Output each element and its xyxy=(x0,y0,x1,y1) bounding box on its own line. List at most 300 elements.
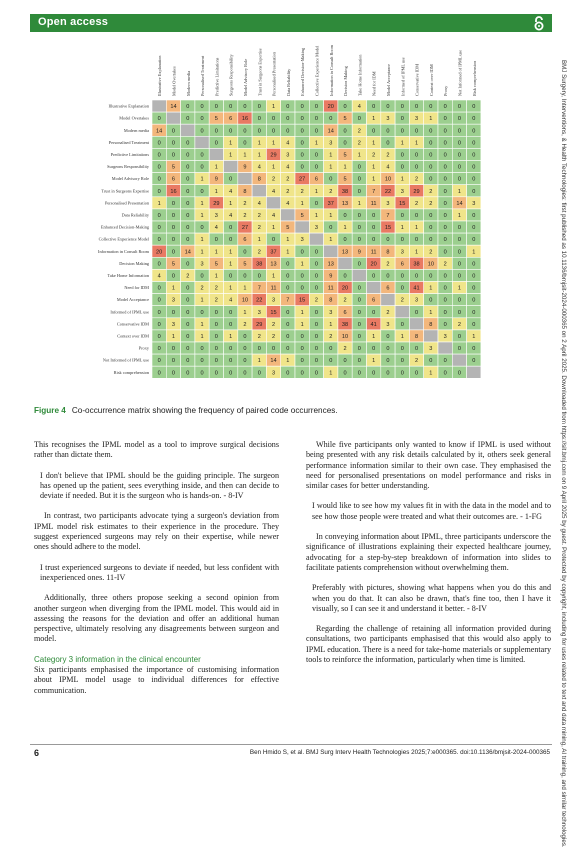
cell-value: 0 xyxy=(200,273,204,280)
cell-value: 0 xyxy=(414,309,419,316)
cell-value: 0 xyxy=(443,321,447,328)
cell-value: 1 xyxy=(271,225,276,232)
cell-value: 2 xyxy=(186,273,190,280)
participant-quote: I trust experienced surgeons to deviate if needed, but less confident with inexperienced ones. 11-IV xyxy=(40,562,279,582)
cell-value: 0 xyxy=(372,128,376,135)
cell-value: 0 xyxy=(171,249,176,256)
cell-value: 0 xyxy=(157,358,161,365)
cell-value: 0 xyxy=(186,333,190,340)
cell-value: 16 xyxy=(170,188,177,195)
cell-value: 0 xyxy=(157,176,161,183)
column-label: Model Advisory Role xyxy=(242,58,248,96)
cell-value: 0 xyxy=(186,261,190,268)
cell-value: 0 xyxy=(429,297,433,304)
cell-value: 0 xyxy=(171,237,176,244)
cell-value: 0 xyxy=(457,176,462,183)
cell-value: 0 xyxy=(400,237,404,244)
cell-value: 0 xyxy=(429,225,433,232)
cell-value: 0 xyxy=(386,237,390,244)
cell-value: 0 xyxy=(443,285,447,292)
cell-value: 0 xyxy=(214,128,218,135)
cell-value: 0 xyxy=(157,285,161,292)
cell-value: 2 xyxy=(271,321,276,328)
cell-value: 0 xyxy=(400,104,404,111)
cell-value: 1 xyxy=(314,188,319,195)
cell-value: 1 xyxy=(400,176,404,183)
cell-value: 0 xyxy=(414,346,419,353)
cell-value: 1 xyxy=(457,285,462,292)
cell-value: 13 xyxy=(270,261,277,268)
cell-value: 0 xyxy=(457,261,462,268)
cell-value: 2 xyxy=(429,200,433,207)
cell-value: 0 xyxy=(229,176,233,183)
cell-value: 2 xyxy=(400,297,404,304)
row-label: Informed of IPML use xyxy=(110,309,149,315)
cell-value: 0 xyxy=(343,358,347,365)
cell-value: 0 xyxy=(314,370,319,377)
cell-value: 27 xyxy=(299,176,306,183)
matrix-cell xyxy=(195,136,209,148)
cell-value: 0 xyxy=(443,309,447,316)
matrix-cell xyxy=(166,112,180,124)
cell-value: 0 xyxy=(314,333,319,340)
matrix-cell xyxy=(409,318,423,330)
cell-value: 0 xyxy=(443,104,447,111)
cell-value: 2 xyxy=(386,309,390,316)
cell-value: 1 xyxy=(286,237,290,244)
cell-value: 0 xyxy=(472,285,476,292)
cell-value: 0 xyxy=(443,116,447,123)
matrix-cell xyxy=(238,173,252,185)
cell-value: 0 xyxy=(472,261,476,268)
matrix-cell xyxy=(324,245,338,257)
cell-value: 2 xyxy=(343,346,347,353)
page-number: 6 xyxy=(34,748,40,758)
cell-value: 2 xyxy=(257,225,261,232)
cell-value: 1 xyxy=(300,200,304,207)
cell-value: 0 xyxy=(386,358,390,365)
cell-value: 0 xyxy=(200,358,204,365)
cooccurrence-matrix xyxy=(30,36,552,404)
cell-value: 6 xyxy=(372,297,376,304)
cell-value: 0 xyxy=(300,164,304,171)
cell-value: 0 xyxy=(457,237,462,244)
cell-value: 0 xyxy=(200,104,204,111)
column-label: Model Overtakes xyxy=(171,66,177,96)
cell-value: 0 xyxy=(357,346,361,353)
cell-value: 0 xyxy=(243,358,247,365)
cell-value: 1 xyxy=(400,333,404,340)
cell-value: 0 xyxy=(357,164,361,171)
cell-value: 1 xyxy=(286,358,290,365)
cell-value: 0 xyxy=(472,140,476,147)
cell-value: 8 xyxy=(386,249,390,256)
cell-value: 2 xyxy=(343,297,347,304)
cell-value: 3 xyxy=(314,225,319,232)
cell-value: 1 xyxy=(429,116,433,123)
journal-banner xyxy=(30,14,552,32)
cell-value: 14 xyxy=(270,358,277,365)
paragraph: Additionally, three others propose seeking a second opinion from another surgeon when diverging from the IPML model. This would aid in assessing the reasons for the deviation and offer an additional human perspective, ultimately resolving any disagreements between surgeon and model. xyxy=(34,593,279,644)
cell-value: 0 xyxy=(229,309,233,316)
column-label: Informed of IPML use xyxy=(400,57,406,96)
cell-value: 0 xyxy=(386,370,390,377)
cell-value: 0 xyxy=(243,249,247,256)
cell-value: 0 xyxy=(214,333,218,340)
cell-value: 0 xyxy=(443,200,447,207)
cell-value: 0 xyxy=(200,116,204,123)
cell-value: 0 xyxy=(186,188,190,195)
right-column xyxy=(306,440,551,675)
cell-value: 0 xyxy=(443,212,447,219)
column-label: Information in Consult Room xyxy=(328,45,334,96)
cell-value: 1 xyxy=(214,273,218,280)
cell-value: 1 xyxy=(200,237,204,244)
cell-value: 0 xyxy=(357,225,361,232)
row-label: Not Informed of IPML use xyxy=(102,357,149,363)
cell-value: 11 xyxy=(370,200,377,207)
cell-value: 7 xyxy=(257,285,261,292)
cell-value: 0 xyxy=(243,104,247,111)
cell-value: 6 xyxy=(400,261,404,268)
cell-value: 0 xyxy=(443,249,447,256)
column-label: Personalised Presentation xyxy=(271,51,277,96)
cell-value: 2 xyxy=(243,212,247,219)
footer-citation: Ben Hmido S, et al. BMJ Surg Interv Health Technologies 2025;7:e000365. doi:10.1136/bmjsit-2024-000365 xyxy=(249,749,550,756)
column-label: Risk comprehension xyxy=(471,60,477,96)
cell-value: 5 xyxy=(171,164,176,171)
paragraph: Six participants emphasised the importance of customising information about IPML model usage to individual differences for effective communication. xyxy=(34,665,279,695)
matrix-cell xyxy=(266,197,280,209)
cell-value: 0 xyxy=(400,370,404,377)
cell-value: 0 xyxy=(200,128,204,135)
column-label: Trust in Surgeons Expertise xyxy=(257,48,263,96)
cell-value: 4 xyxy=(229,188,233,195)
cell-value: 20 xyxy=(370,261,377,268)
left-column xyxy=(34,440,279,696)
row-label: Model Overtakes xyxy=(119,115,149,121)
cell-value: 0 xyxy=(429,358,433,365)
row-label: Surgeons Responsibility xyxy=(107,164,149,170)
cell-value: 0 xyxy=(429,128,433,135)
cell-value: 29 xyxy=(270,152,277,159)
matrix-cell xyxy=(252,185,266,197)
cell-value: 0 xyxy=(286,333,290,340)
open-access-icon xyxy=(532,15,546,31)
cell-value: 0 xyxy=(457,297,462,304)
cell-value: 0 xyxy=(400,285,404,292)
cell-value: 0 xyxy=(186,370,190,377)
cell-value: 2 xyxy=(214,297,218,304)
cell-value: 0 xyxy=(429,164,433,171)
cell-value: 0 xyxy=(472,321,476,328)
paragraph: This recognises the IPML model as a tool to improve surgical decisions rather than dictate them. xyxy=(34,440,279,460)
row-label: Model Acceptance xyxy=(116,297,149,303)
cell-value: 0 xyxy=(314,261,319,268)
cell-value: 3 xyxy=(329,140,333,147)
cell-value: 2 xyxy=(214,285,218,292)
matrix-cell xyxy=(424,330,438,342)
cell-value: 0 xyxy=(286,273,290,280)
row-label: Personalised Treatment xyxy=(108,139,149,145)
cell-value: 5 xyxy=(243,261,247,268)
cell-value: 0 xyxy=(171,128,176,135)
cell-value: 10 xyxy=(384,176,392,183)
cell-value: 4 xyxy=(257,164,261,171)
cell-value: 0 xyxy=(200,309,204,316)
cell-value: 0 xyxy=(314,200,319,207)
cell-value: 0 xyxy=(357,297,361,304)
cell-value: 3 xyxy=(386,200,390,207)
cell-value: 0 xyxy=(257,104,261,111)
cell-value: 0 xyxy=(314,285,319,292)
cell-value: 0 xyxy=(186,104,190,111)
cell-value: 2 xyxy=(286,188,290,195)
cell-value: 0 xyxy=(329,225,333,232)
cell-value: 3 xyxy=(472,200,476,207)
matrix-cell xyxy=(281,209,295,221)
cell-value: 0 xyxy=(157,309,161,316)
cell-value: 0 xyxy=(329,346,333,353)
cell-value: 0 xyxy=(343,212,347,219)
cell-value: 6 xyxy=(171,176,176,183)
cell-value: 37 xyxy=(270,249,277,256)
cell-value: 10 xyxy=(241,297,249,304)
cell-value: 5 xyxy=(171,261,176,268)
cell-value: 9 xyxy=(329,273,333,280)
cell-value: 0 xyxy=(372,237,376,244)
cell-value: 0 xyxy=(200,346,204,353)
cell-value: 14 xyxy=(170,104,177,111)
participant-quote: I don't believe that IPML should be the guiding principle. The surgeon has opened up the patient, sees everything inside, and then can decide to deviate if needed. But it is the surgeon who is hands-on. - 8-IV xyxy=(40,470,279,501)
cell-value: 0 xyxy=(200,225,204,232)
cell-value: 0 xyxy=(214,321,218,328)
cell-value: 1 xyxy=(229,261,233,268)
cell-value: 0 xyxy=(214,358,218,365)
cell-value: 0 xyxy=(243,370,247,377)
cell-value: 0 xyxy=(372,309,376,316)
cell-value: 6 xyxy=(229,116,233,123)
cell-value: 1 xyxy=(243,152,247,159)
cell-value: 0 xyxy=(386,104,390,111)
cell-value: 3 xyxy=(200,261,204,268)
cell-value: 0 xyxy=(472,164,476,171)
cell-value: 0 xyxy=(372,212,376,219)
cell-value: 0 xyxy=(186,225,190,232)
cell-value: 5 xyxy=(286,225,290,232)
cell-value: 0 xyxy=(157,370,161,377)
cell-value: 0 xyxy=(400,321,404,328)
cell-value: 0 xyxy=(243,140,247,147)
cell-value: 0 xyxy=(186,212,190,219)
cell-value: 0 xyxy=(157,152,161,159)
cell-value: 4 xyxy=(286,200,290,207)
cell-value: 0 xyxy=(157,333,161,340)
cell-value: 0 xyxy=(400,358,404,365)
cell-value: 0 xyxy=(171,370,176,377)
cell-value: 0 xyxy=(414,273,419,280)
cell-value: 2 xyxy=(372,152,376,159)
cell-value: 2 xyxy=(414,358,419,365)
cell-value: 0 xyxy=(429,104,433,111)
cell-value: 0 xyxy=(286,116,290,123)
cell-value: 0 xyxy=(414,164,419,171)
cell-value: 1 xyxy=(229,333,233,340)
cell-value: 0 xyxy=(229,104,233,111)
cell-value: 0 xyxy=(300,249,304,256)
cell-value: 0 xyxy=(372,104,376,111)
cell-value: 0 xyxy=(157,297,161,304)
cell-value: 1 xyxy=(257,358,261,365)
column-label: Context over IDM xyxy=(428,64,434,96)
cell-value: 3 xyxy=(414,116,419,123)
cell-value: 2 xyxy=(286,176,290,183)
cell-value: 0 xyxy=(157,225,161,232)
cell-value: 1 xyxy=(372,164,376,171)
cell-value: 0 xyxy=(386,273,390,280)
cell-value: 0 xyxy=(257,370,261,377)
cell-value: 0 xyxy=(472,297,476,304)
row-label: Context over IDM xyxy=(117,333,149,339)
cell-value: 0 xyxy=(186,164,190,171)
cell-value: 0 xyxy=(214,140,218,147)
cell-value: 0 xyxy=(300,128,304,135)
column-label: Conservative IDM xyxy=(414,63,420,96)
cell-value: 1 xyxy=(372,176,376,183)
cell-value: 3 xyxy=(386,116,390,123)
cell-value: 29 xyxy=(256,321,263,328)
cell-value: 0 xyxy=(457,249,462,256)
cell-value: 9 xyxy=(243,164,247,171)
cell-value: 0 xyxy=(300,370,304,377)
column-label: Predictive Limitations xyxy=(214,57,220,96)
cell-value: 0 xyxy=(372,225,376,232)
cell-value: 0 xyxy=(472,358,476,365)
cell-value: 0 xyxy=(472,152,476,159)
cell-value: 1 xyxy=(171,285,176,292)
cell-value: 2 xyxy=(414,200,419,207)
cell-value: 1 xyxy=(329,237,333,244)
cell-value: 15 xyxy=(299,297,306,304)
cell-value: 4 xyxy=(271,212,276,219)
cell-value: 0 xyxy=(229,358,233,365)
cell-value: 0 xyxy=(171,212,176,219)
cell-value: 0 xyxy=(229,237,233,244)
cell-value: 0 xyxy=(357,237,361,244)
matrix-cell xyxy=(395,306,409,318)
cell-value: 0 xyxy=(443,273,447,280)
cell-value: 0 xyxy=(443,225,447,232)
cell-value: 0 xyxy=(214,309,218,316)
row-label: Modern media xyxy=(123,127,149,133)
cell-value: 0 xyxy=(357,358,361,365)
cell-value: 13 xyxy=(341,200,349,207)
cell-value: 0 xyxy=(343,128,347,135)
matrix-cell xyxy=(381,294,395,306)
cell-value: 0 xyxy=(429,237,433,244)
cell-value: 0 xyxy=(243,273,247,280)
cell-value: 1 xyxy=(200,200,204,207)
cell-value: 0 xyxy=(429,273,433,280)
cell-value: 1 xyxy=(457,212,462,219)
cell-value: 0 xyxy=(271,128,276,135)
cell-value: 1 xyxy=(257,237,261,244)
cell-value: 0 xyxy=(171,200,176,207)
cell-value: 0 xyxy=(400,273,404,280)
cell-value: 2 xyxy=(271,176,276,183)
cell-value: 2 xyxy=(357,140,361,147)
cell-value: 1 xyxy=(343,225,347,232)
cell-value: 0 xyxy=(357,116,361,123)
row-label: Enhanced Decision-Making xyxy=(100,224,149,230)
row-label: Illustrative Explanation xyxy=(108,103,149,109)
cell-value: 4 xyxy=(357,104,361,111)
cell-value: 0 xyxy=(257,128,261,135)
cell-value: 3 xyxy=(286,152,290,159)
matrix-cell xyxy=(467,366,481,378)
cell-value: 3 xyxy=(271,297,276,304)
cell-value: 8 xyxy=(257,176,261,183)
cell-value: 0 xyxy=(386,346,390,353)
column-label: Take Home Information xyxy=(357,54,363,96)
row-label: Conservative IDM xyxy=(116,321,149,327)
cell-value: 6 xyxy=(386,285,390,292)
cell-value: 0 xyxy=(357,285,361,292)
row-label: Model Advisory Role xyxy=(111,176,149,182)
cell-value: 0 xyxy=(314,104,319,111)
cell-value: 7 xyxy=(386,212,390,219)
cell-value: 1 xyxy=(329,212,333,219)
cell-value: 0 xyxy=(314,128,319,135)
column-label: Data Reliability xyxy=(285,68,291,96)
column-label: Need for IDM xyxy=(371,71,377,96)
cell-value: 1 xyxy=(429,309,433,316)
cell-value: 1 xyxy=(243,285,247,292)
cell-value: 0 xyxy=(357,309,361,316)
cell-value: 0 xyxy=(357,176,361,183)
cell-value: 0 xyxy=(472,346,476,353)
cell-value: 0 xyxy=(286,321,290,328)
cell-value: 3 xyxy=(271,370,276,377)
matrix-cell xyxy=(452,354,466,366)
cell-value: 0 xyxy=(286,128,290,135)
cell-value: 1 xyxy=(343,164,347,171)
cell-value: 0 xyxy=(171,273,176,280)
row-label: Proxy xyxy=(138,345,149,351)
cell-value: 14 xyxy=(456,200,463,207)
matrix-cell xyxy=(209,148,223,160)
cell-value: 2 xyxy=(200,285,204,292)
cell-value: 0 xyxy=(457,273,462,280)
cell-value: 0 xyxy=(343,273,347,280)
cell-value: 0 xyxy=(443,237,447,244)
matrix-cell xyxy=(367,282,381,294)
cell-value: 8 xyxy=(243,188,247,195)
cell-value: 10 xyxy=(341,333,349,340)
cell-value: 0 xyxy=(229,346,233,353)
cell-value: 0 xyxy=(200,188,204,195)
matrix-cell xyxy=(309,233,323,245)
cell-value: 0 xyxy=(472,309,476,316)
cell-value: 6 xyxy=(343,309,347,316)
cell-value: 0 xyxy=(357,370,361,377)
cell-value: 0 xyxy=(343,104,347,111)
cell-value: 0 xyxy=(400,152,404,159)
cell-value: 0 xyxy=(243,128,247,135)
cell-value: 1 xyxy=(357,152,361,159)
cell-value: 0 xyxy=(271,116,276,123)
cell-value: 0 xyxy=(186,116,190,123)
